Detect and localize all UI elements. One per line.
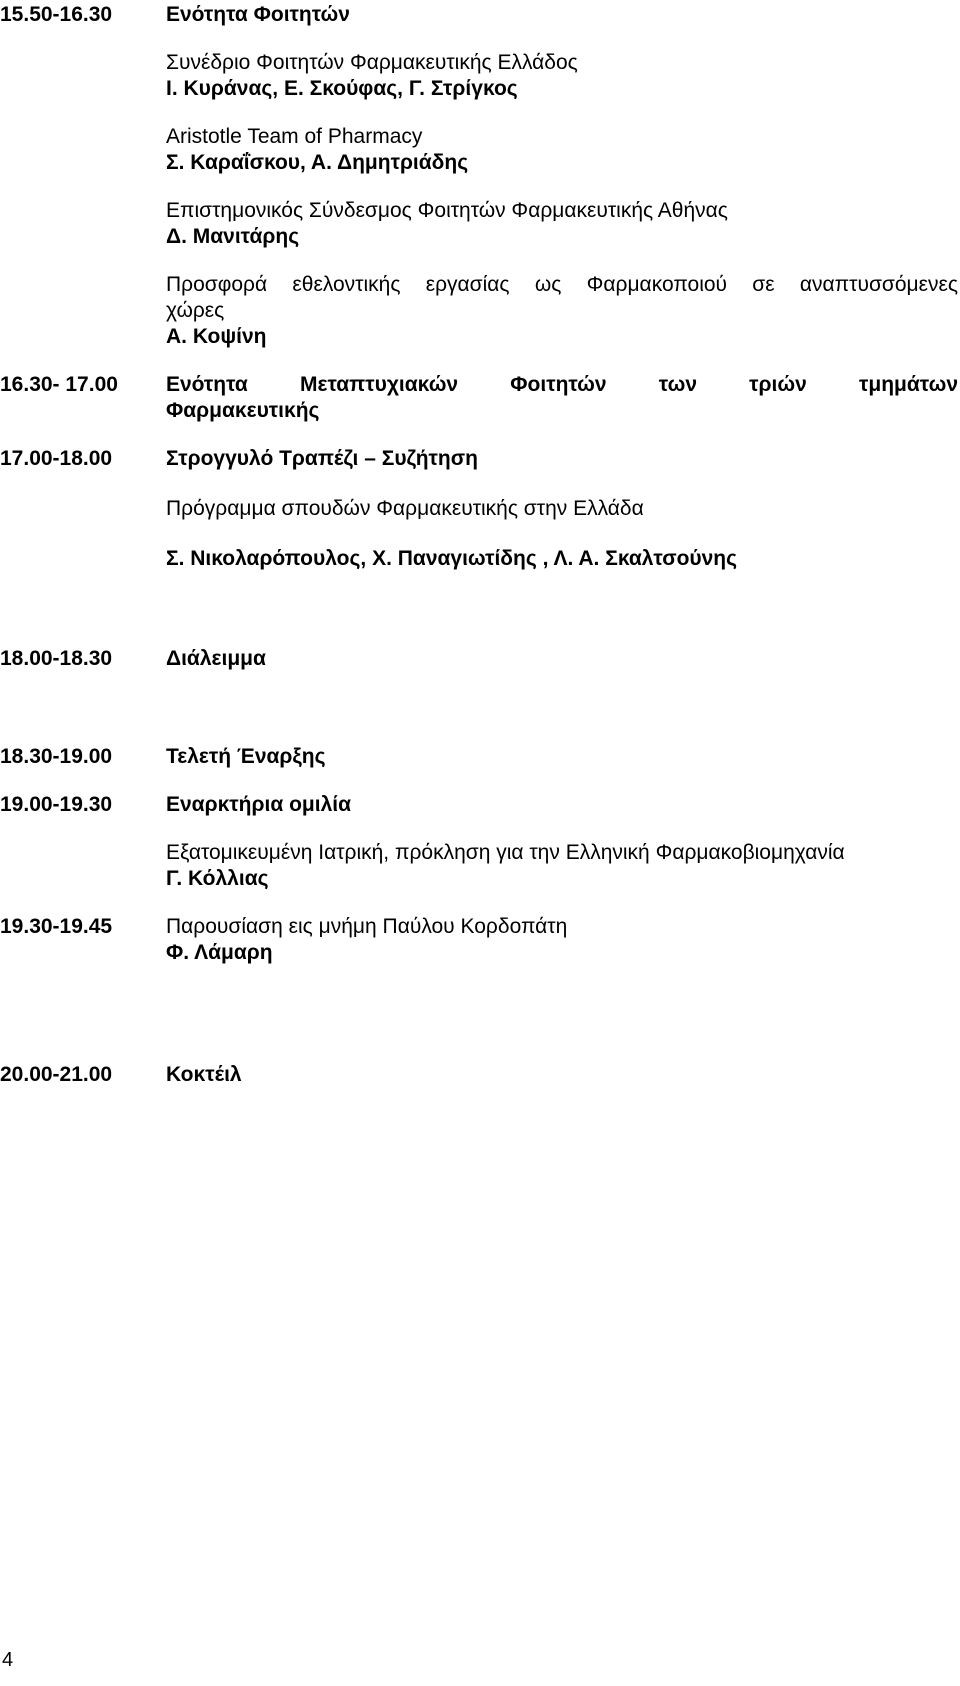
page-number: 4: [2, 1649, 14, 1671]
session-subtitle-6: Εξατομικευμένη Ιατρική, πρόκληση για την Ελληνική Φαρμακοβιομηχανία: [166, 841, 845, 864]
session-title-1: Ενότητα Φοιτητών: [166, 3, 350, 26]
talk-title: Συνέδριο Φοιτητών Φαρμακευτικής Ελλάδος: [166, 51, 578, 74]
session-authors-7: Φ. Λάμαρη: [166, 941, 273, 964]
session-time-8: 20.00-21.00: [0, 1063, 113, 1086]
talk-authors: Α. Κοψίνη: [166, 325, 267, 348]
session-time-5: 18.30-19.00: [0, 745, 113, 768]
talk-title-continued: χώρες: [166, 299, 225, 322]
session-title-7: Παρουσίαση εις μνήμη Παύλου Κορδοπάτη: [166, 915, 568, 938]
session-subtitle-3: Πρόγραμμα σπουδών Φαρμακευτικής στην Ελλάδα: [166, 497, 644, 520]
session-time-2: 16.30- 17.00: [0, 373, 118, 396]
session-authors-3: Σ. Νικολαρόπουλος, Χ. Παναγιωτίδης , Λ. Α. Σκαλτσούνης: [166, 547, 738, 570]
session-title-6: Εναρκτήρια ομιλία: [166, 793, 352, 816]
session-time-4: 18.00-18.30: [0, 647, 113, 670]
session-time-3: 17.00-18.00: [0, 447, 113, 470]
talk-title: Aristotle Team of Pharmacy: [166, 125, 423, 148]
session-title-3: Στρογγυλό Τραπέζι – Συζήτηση: [166, 447, 478, 470]
session-time-7: 19.30-19.45: [0, 915, 113, 938]
session-authors-6: Γ. Κόλλιας: [166, 867, 269, 890]
talk-authors: Σ. Καραΐσκου, Α. Δημητριάδης: [166, 151, 469, 174]
session-time-6: 19.00-19.30: [0, 793, 113, 816]
talk-title: Προσφορά εθελοντικής εργασίας ως Φαρμακοποιού σε αναπτυσσόμενες: [166, 273, 958, 296]
talk-authors: Δ. Μανιτάρης: [166, 225, 300, 248]
session-title-2-continued: Φαρμακευτικής: [166, 399, 320, 422]
talk-title: Επιστημονικός Σύνδεσμος Φοιτητών Φαρμακευτικής Αθήνας: [166, 199, 728, 222]
session-title-8: Κοκτέιλ: [166, 1063, 242, 1086]
session-title-4: Διάλειμμα: [166, 647, 266, 670]
talk-authors: Ι. Κυράνας, Ε. Σκούφας, Γ. Στρίγκος: [166, 77, 518, 100]
session-title-2: Ενότητα Μεταπτυχιακών Φοιτητών των τριών τμημάτων: [166, 373, 958, 396]
session-time-1: 15.50-16.30: [0, 3, 113, 26]
session-title-5: Τελετή Έναρξης: [166, 745, 326, 768]
